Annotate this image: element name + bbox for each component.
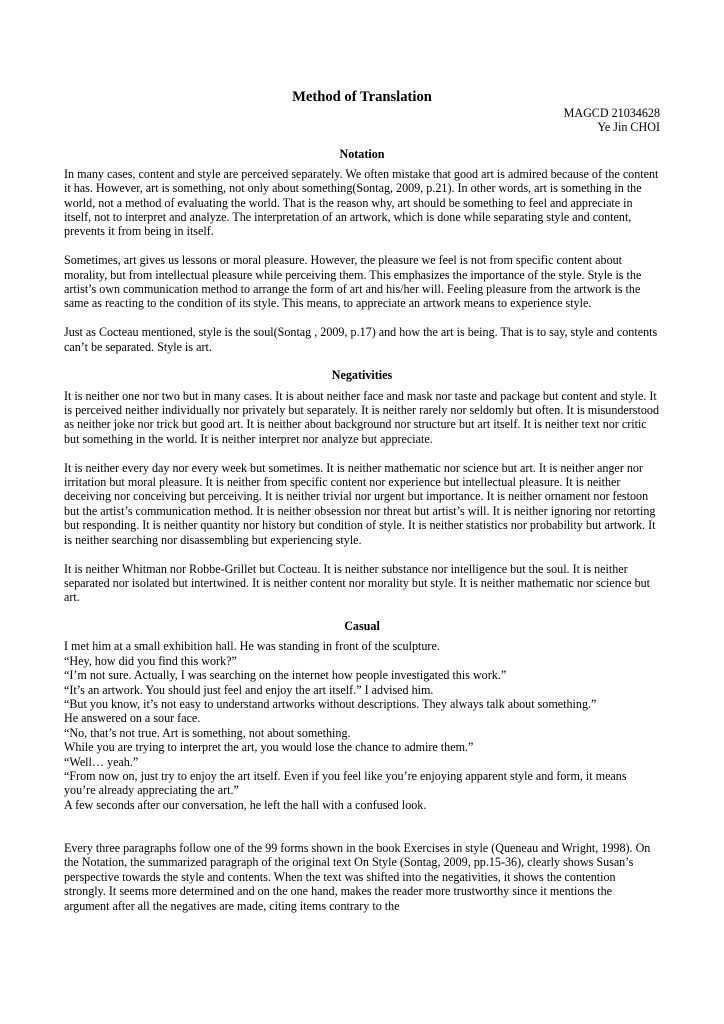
commentary-paragraph: Every three paragraphs follow one of the 99 forms shown in the book Exercises in style (Queneau and Wright, 1998). On the Notation, the summarized paragraph of the original text On Style (Sontag, 2009, pp.15-36), clearly shows Susan’s perspective towards the style and contents. When the text was shifted into the negativities, it shows the contention strongly. It seems more determined and on the one hand, makes the reader more trustworthy since it mentions the argument after all the negatives are made, citing items contrary to the <box>64 840 651 913</box>
dialogue-line: A few seconds after our conversation, he left the hall with a confused look. <box>64 797 427 812</box>
dialogue-line: “It’s an artwork. You should just feel and enjoy the art itself.” I advised him. <box>64 682 434 697</box>
dialogue-line: He answered on a sour face. <box>64 711 201 726</box>
notation-paragraph-2: Sometimes, art gives us lessons or moral pleasure. However, the pleasure we feel is not from specific content about morality, but from intellectual pleasure while perceiving them. This emphasizes the importance of the style. Style is the artist’s own communication method to arrange the form of art and his/her will. Feeling pleasure from the artwork is the same as reacting to the condition of its style. This means, to appreciate an artwork means to experience style. <box>64 253 642 311</box>
dialogue-line: “But you know, it’s not easy to understand artworks without descriptions. They always talk about something.” <box>64 696 597 711</box>
author-name: Ye Jin CHOI <box>597 120 660 135</box>
negativities-paragraph-1: It is neither one nor two but in many cases. It is about neither face and mask nor taste and package but content and style. It is perceived neither individually nor privately but separately. It is neither rarely nor seldomly but often. It is misunderstood as neither joke nor trick but good art. It is neither about background nor structure but art itself. It is neither text nor critic but something in the world. It is neither interpret nor analyze but appreciate. <box>64 388 660 446</box>
negativities-paragraph-2: It is neither every day nor every week but sometimes. It is neither mathematic nor science but art. It is neither anger nor irritation but moral pleasure. It is neither from specific content nor experience but intellectual pleasure. It is neither deceiving nor conceiving but perceiving. It is neither trivial nor urgent but importance. It is neither ornament nor festoon but the artist’s communication method. It is neither obsession nor threat but artist’s will. It is neither ignoring nor retorting but responding. It is neither quantity nor history but condition of style. It is neither statistics nor probability but artwork. It is neither searching nor disassembling but experiencing style. <box>64 460 656 547</box>
dialogue-line: “From now on, just try to enjoy the art itself. Even if you feel like you’re enjoying apparent style and form, it means you’re already appreciating the art.” <box>64 768 627 798</box>
dialogue-line: “I’m not sure. Actually, I was searching on the internet how people investigated this work.” <box>64 668 507 683</box>
section-heading-notation: Notation <box>339 146 385 161</box>
byline <box>64 106 660 135</box>
author-id: MAGCD 21034628 <box>563 106 660 120</box>
section-heading-negativities: Negativities <box>331 368 393 383</box>
page-title: Method of Translation <box>292 89 432 105</box>
dialogue-line: While you are trying to interpret the art, you would lose the chance to admire them.” <box>64 740 474 755</box>
dialogue-line: I met him at a small exhibition hall. He was standing in front of the sculpture. <box>64 639 440 654</box>
notation-paragraph-1: In many cases, content and style are perceived separately. We often mistake that good art is admired because of the content it has. However, art is something, not only about something(Sontag, 2009, p.21). In other words, art is something in the world, not a method of evaluating the world. That is the reason why, art should be something to feel and appreciate in itself, not to interpret and analyze. The interpretation of an artwork, which is done while separating style and content, prevents it from being in itself. <box>64 166 659 239</box>
section-heading-casual: Casual <box>344 619 380 634</box>
dialogue-line: “Well… yeah.” <box>64 754 139 769</box>
document-page <box>64 89 660 913</box>
dialogue-line: “No, that’s not true. Art is something, not about something. <box>64 725 351 740</box>
casual-dialogue <box>64 639 660 812</box>
negativities-paragraph-3: It is neither Whitman nor Robbe-Grillet but Cocteau. It is neither substance nor intelligence but the soul. It is neither separated nor isolated but intertwined. It is neither content nor morality but style. It is neither mathematic nor science but art. <box>64 561 651 605</box>
notation-paragraph-3: Just as Cocteau mentioned, style is the soul(Sontag , 2009, p.17) and how the art is being. That is to say, style and contents can’t be separated. Style is art. <box>64 325 658 354</box>
dialogue-line: “Hey, how did you find this work?” <box>64 653 237 668</box>
